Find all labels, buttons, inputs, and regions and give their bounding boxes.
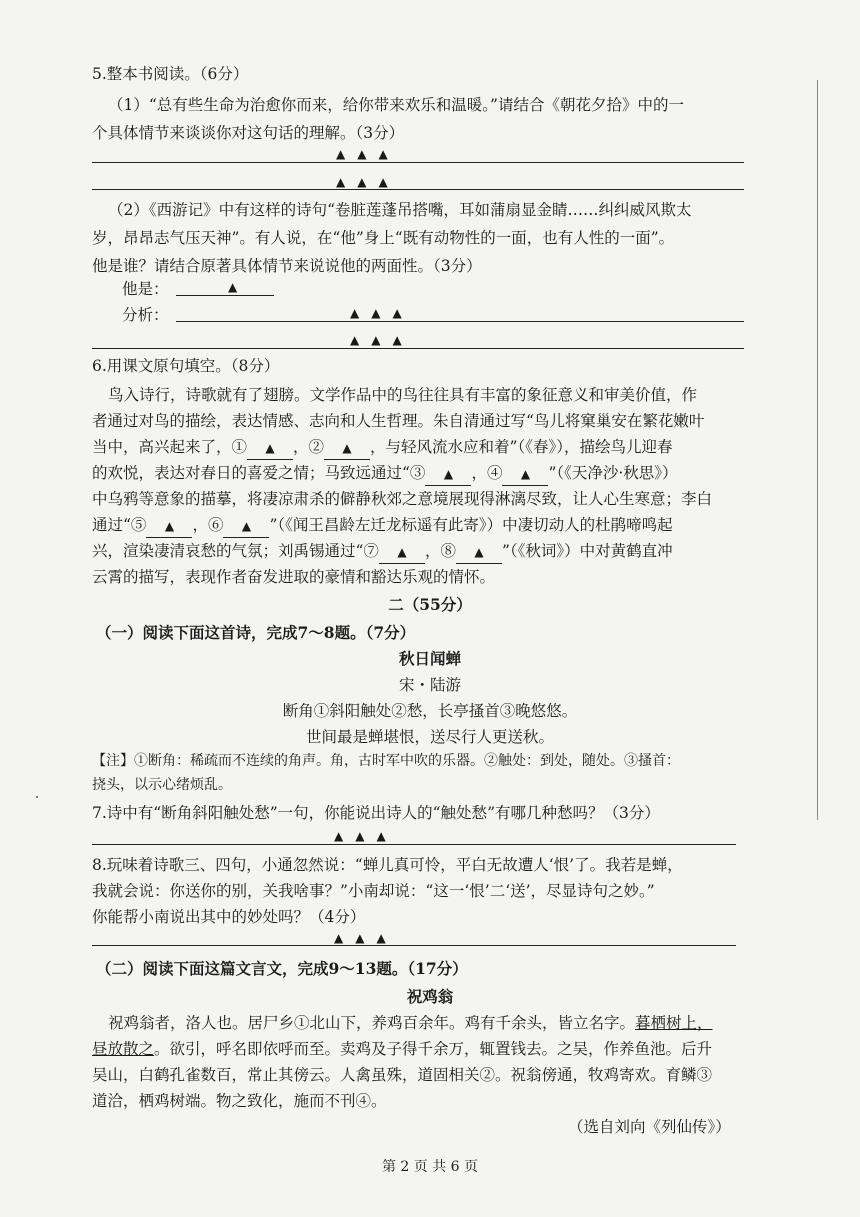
q8-line1: 8.玩味着诗歌三、四句，小通忽然说：“蝉儿真可怜，平白无故遭人‘恨’了。我若是蝉， [92, 856, 683, 874]
blank-6[interactable]: ▲ [223, 515, 269, 538]
q5-part2-line1: （2）《西游记》中有这样的诗句“卷脏莲蓬吊搭嘴，耳如蒲扇显金睛……纠纠威风欺太 [108, 201, 692, 219]
q6-line6: 通过“⑤ ▲ ，⑥ ▲ ”（《闻王昌龄左迁龙标遥有此寄》）中凄切动人的杜鹃啼鸣起 [92, 514, 673, 538]
blank-1[interactable]: ▲ [247, 437, 293, 460]
q7-text: 7.诗中有“断角斜阳触处愁”一句，你能说出诗人的“触处愁”有哪几种愁吗？（3分） [92, 804, 660, 822]
q6-line1: 鸟入诗行，诗歌就有了翅膀。文学作品中的鸟往往具有丰富的象征意义和审美价值，作 [108, 386, 698, 404]
q8-line3: 你能帮小南说出其中的妙处吗？（4分） [92, 908, 366, 926]
underlined-phrase: 暮栖树上， [635, 1014, 713, 1032]
prose-title: 祝鸡翁 [406, 987, 454, 1006]
note-line2: 挠头，以示心绪烦乱。 [92, 777, 232, 793]
answer-line[interactable] [92, 844, 736, 845]
part1-title: （一）阅读下面这首诗，完成7～8题。（7分） [96, 623, 416, 642]
prose-line2: 昼放散之。欲引，呼名即依呼而至。卖鸡及子得千余万，辄置钱去。之吴，作养鱼池。后升 [92, 1040, 713, 1058]
q8-line2: 我就会说：你送你的别，关我啥事？”小南却说：“这一‘恨’二‘送’，尽显诗句之妙。” [92, 882, 655, 900]
blank-2[interactable]: ▲ [324, 437, 370, 460]
answer-blank-marker: ▲ ▲ ▲ [350, 306, 402, 320]
analysis-label: 分析： [122, 306, 169, 324]
q5-part1-line2: 个具体情节来谈谈你对这句话的理解。（3分） [92, 124, 405, 142]
underlined-phrase: 昼放散之 [92, 1040, 155, 1058]
answer-line[interactable] [92, 189, 744, 190]
analysis-answer-line[interactable] [176, 321, 744, 322]
poem-line1: 断角①斜阳触处②愁，长亭搔首③晚悠悠。 [282, 702, 578, 720]
blank-4[interactable]: ▲ [502, 463, 548, 486]
q5-part1-line1: （1）“总有些生命为治愈你而来，给你带来欢乐和温暖。”请结合《朝花夕拾》中的一 [108, 96, 684, 114]
answer-line[interactable] [92, 162, 744, 163]
answer-blank-marker: ▲ ▲ ▲ [336, 147, 388, 161]
answer-blank-marker: ▲ [228, 280, 238, 294]
answer-blank-marker: ▲ ▲ ▲ [336, 175, 388, 189]
answer-line[interactable] [92, 945, 736, 946]
blank-5[interactable]: ▲ [146, 515, 192, 538]
prose-source: （选自刘向《列仙传》） [568, 1118, 731, 1136]
who-label: 他是： [122, 280, 169, 298]
page-footer: 第 2 页 共 6 页 [381, 1159, 479, 1175]
blank-7[interactable]: ▲ [379, 541, 425, 564]
answer-blank-marker: ▲ ▲ ▲ [350, 333, 402, 347]
answer-blank-marker: ▲ ▲ ▲ [334, 829, 386, 843]
poem-line2: 世间最是蝉堪恨，送尽行人更送秋。 [305, 728, 554, 746]
q6-line7: 兴，渲染凄清哀愁的气氛；刘禹锡通过“⑦ ▲ ，⑧ ▲ ”（《秋词》）中对黄鹤直冲 [92, 540, 673, 564]
part2-title: （二）阅读下面这篇文言文，完成9～13题。（17分） [96, 959, 468, 978]
prose-line4: 道洽，栖鸡树端。物之致化，施而不刊④。 [92, 1092, 387, 1110]
poem-title: 秋日闻蝉 [398, 649, 461, 668]
q6-title: 6.用课文原句填空。（8分） [92, 357, 280, 375]
who-answer-line[interactable] [176, 295, 274, 296]
prose-line1: 祝鸡翁者，洛人也。居尸乡①北山下，养鸡百余年。鸡有千余头，皆立名字。暮栖树上， [108, 1014, 713, 1032]
answer-blank-marker: ▲ ▲ ▲ [334, 931, 386, 945]
prose-line3: 吴山，白鹤孔雀数百，常止其傍云。人禽虽殊，道固相关②。祝翁傍通，牧鸡寄欢。育鳞③ [92, 1066, 713, 1084]
section-title: 二（55分） [388, 595, 472, 614]
blank-3[interactable]: ▲ [425, 463, 471, 486]
q5-part2-line2: 岁，昂昂志气压天神”。有人说，在“他”身上“既有动物性的一面，也有人性的一面”。 [92, 229, 675, 247]
q6-line8: 云霄的描写，表现作者奋发进取的豪情和豁达乐观的情怀。 [92, 568, 496, 586]
note-line1: 【注】①断角：稀疏而不连续的角声。角，古时军中吹的乐器。②触处：到处，随处。③搔首： [92, 753, 680, 769]
q6-line3: 当中，高兴起来了，① ▲ ，② ▲ ，与轻风流水应和着”（《春》），描绘鸟儿迎春 [92, 436, 672, 460]
scan-speck [36, 796, 38, 798]
q6-line2: 者通过对鸟的描绘，表达情感、志向和人生哲理。朱自清通过写“鸟儿将窠巢安在繁花嫩叶 [92, 412, 705, 430]
q6-line5: 中乌鸦等意象的描摹，将凄凉肃杀的僻静秋郊之意境展现得淋漓尽致，让人心生寒意；李白 [92, 490, 713, 508]
q5-title: 5.整本书阅读。（6分） [92, 65, 249, 83]
poem-author: 宋・陆游 [398, 676, 461, 694]
q6-line4: 的欢悦，表达对春日的喜爱之情；马致远通过“③ ▲ ，④ ▲ ”（《天净沙·秋思》） [92, 462, 678, 486]
blank-8[interactable]: ▲ [456, 541, 502, 564]
answer-line[interactable] [92, 348, 744, 349]
q5-part2-line3: 他是谁？请结合原著具体情节来说说他的两面性。（3分） [92, 257, 482, 275]
